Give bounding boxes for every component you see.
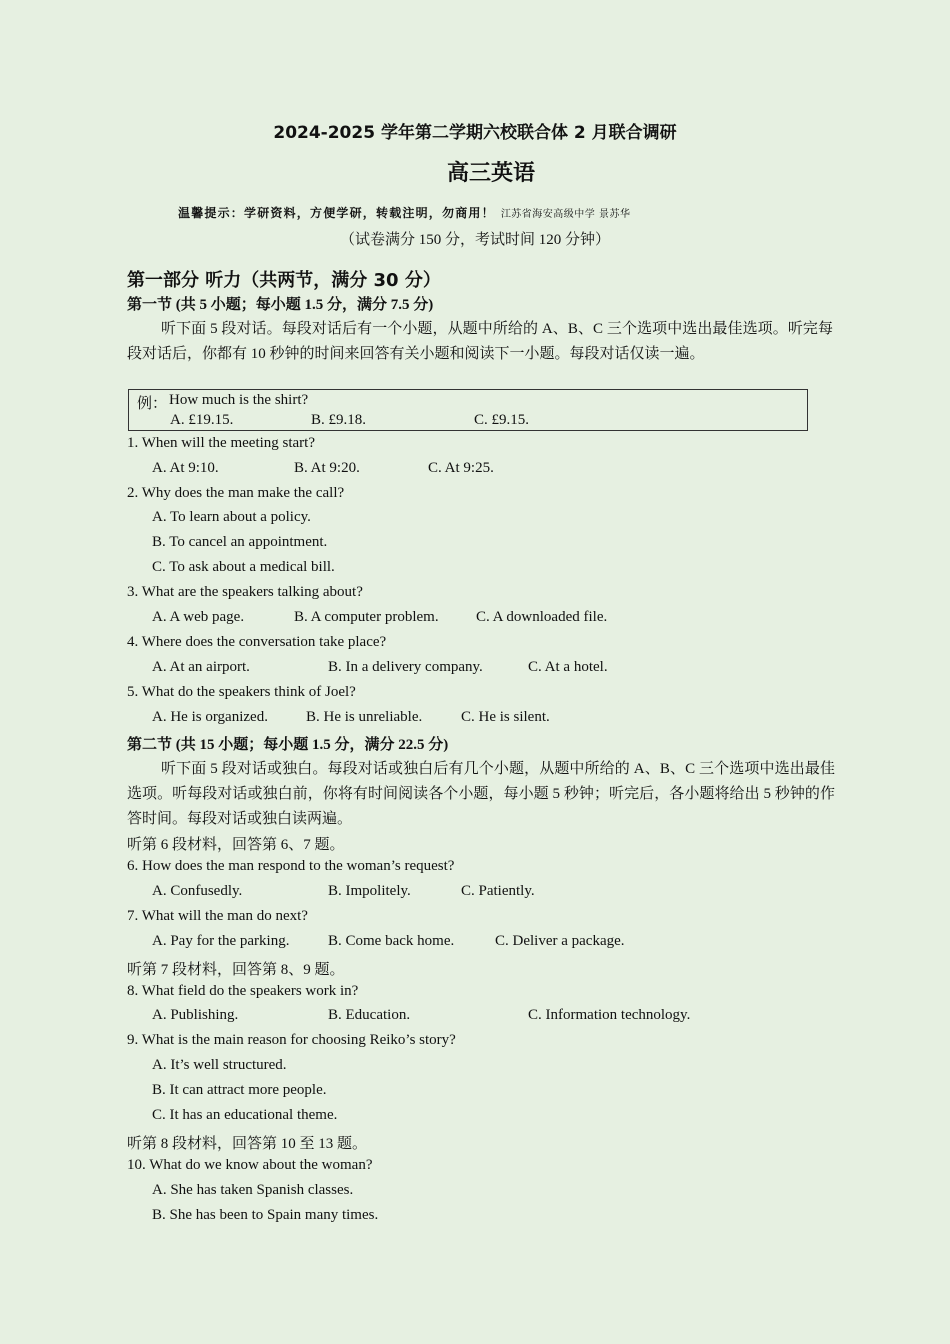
example-label: 例： [137, 396, 168, 412]
subject-title: 高三英语 [446, 161, 535, 186]
material-8-instruction: 听第 8 段材料，回答第 10 至 13 题。 [127, 1136, 368, 1152]
q8-option-a: A. Publishing. [152, 1007, 239, 1023]
q1-option-c: C. At 9:25. [428, 460, 494, 476]
q10-option-a: A. She has taken Spanish classes. [152, 1182, 354, 1198]
q5-option-b: B. He is unreliable. [306, 709, 423, 725]
question-6: 6. How does the man respond to the woman’s request? [127, 858, 455, 874]
q2-option-b: B. To cancel an appointment. [152, 534, 328, 550]
question-1: 1. When will the meeting start? [127, 435, 316, 451]
section2-instructions: 听下面 5 段对话或独白。每段对话或独白后有几个小题，从题中所给的 A、B、C 三个选项中选出最佳选项。听每段对话或独白前，你将有时间阅读各个小题，每小题 5 秒钟；听完后，各小题将给出 5 秒钟的作答时间。每段对话或独白读两遍。 [127, 761, 835, 827]
question-2: 2. Why does the man make the call? [127, 485, 345, 501]
q8-option-b: B. Education. [328, 1007, 411, 1023]
question-8: 8. What field do the speakers work in? [127, 983, 359, 999]
section1-instructions: 听下面 5 段对话。每段对话后有一个小题，从题中所给的 A、B、C 三个选项中选出最佳选项。听完每段对话后，你都有 10 秒钟的时间来回答有关小题和阅读下一小题。每段对话仅读一遍。 [127, 321, 833, 362]
q8-option-c: C. Information technology. [528, 1007, 691, 1023]
q7-option-b: B. Come back home. [328, 933, 455, 949]
question-7: 7. What will the man do next? [127, 908, 308, 924]
question-10: 10. What do we know about the woman? [127, 1157, 373, 1173]
question-9: 9. What is the main reason for choosing Reiko’s story? [127, 1032, 456, 1048]
q2-option-c: C. To ask about a medical bill. [152, 559, 335, 575]
q9-option-c: C. It has an educational theme. [152, 1107, 338, 1123]
q4-option-a: A. At an airport. [152, 659, 250, 675]
q4-option-c: C. At a hotel. [528, 659, 608, 675]
material-7-instruction: 听第 7 段材料，回答第 8、9 题。 [127, 962, 345, 978]
example-option-c: C. £9.15. [474, 412, 530, 428]
exam-info: （试卷满分 150 分，考试时间 120 分钟） [339, 232, 610, 248]
question-5: 5. What do the speakers think of Joel? [127, 684, 356, 700]
q7-option-c: C. Deliver a package. [495, 933, 625, 949]
notice-text: 温馨提示：学研资料，方便学研，转载注明，勿商用！ [178, 206, 495, 220]
q5-option-a: A. He is organized. [152, 709, 268, 725]
exam-title: 2024-2025 学年第二学期六校联合体 2 月联合调研 [273, 123, 677, 143]
notice-line [178, 204, 631, 221]
q6-option-b: B. Impolitely. [328, 883, 411, 899]
question-4: 4. Where does the conversation take place? [127, 634, 387, 650]
q10-option-b: B. She has been to Spain many times. [152, 1207, 379, 1223]
example-option-a: A. £19.15. [170, 412, 234, 428]
example-question: How much is the shirt? [169, 392, 309, 408]
q1-option-a: A. At 9:10. [152, 460, 219, 476]
material-6-instruction: 听第 6 段材料，回答第 6、7 题。 [127, 837, 345, 853]
section2-heading: 第二节 (共 15 小题；每小题 1.5 分，满分 22.5 分) [127, 737, 449, 753]
section1-heading: 第一节 (共 5 小题；每小题 1.5 分，满分 7.5 分) [127, 297, 434, 313]
q5-option-c: C. He is silent. [461, 709, 550, 725]
q2-option-a: A. To learn about a policy. [152, 509, 311, 525]
q3-option-a: A. A web page. [152, 609, 245, 625]
q3-option-b: B. A computer problem. [294, 609, 439, 625]
q3-option-c: C. A downloaded file. [476, 609, 608, 625]
example-box [128, 389, 808, 431]
q6-option-a: A. Confusedly. [152, 883, 243, 899]
notice-source: 江苏省海安高级中学 景苏华 [500, 209, 631, 220]
q6-option-c: C. Patiently. [461, 883, 535, 899]
q1-option-b: B. At 9:20. [294, 460, 360, 476]
q9-option-a: A. It’s well structured. [152, 1057, 287, 1073]
q9-option-b: B. It can attract more people. [152, 1082, 327, 1098]
q4-option-b: B. In a delivery company. [328, 659, 483, 675]
example-option-b: B. £9.18. [311, 412, 367, 428]
part1-heading: 第一部分 听力（共两节，满分 30 分） [127, 270, 441, 291]
question-3: 3. What are the speakers talking about? [127, 584, 363, 600]
q7-option-a: A. Pay for the parking. [152, 933, 290, 949]
